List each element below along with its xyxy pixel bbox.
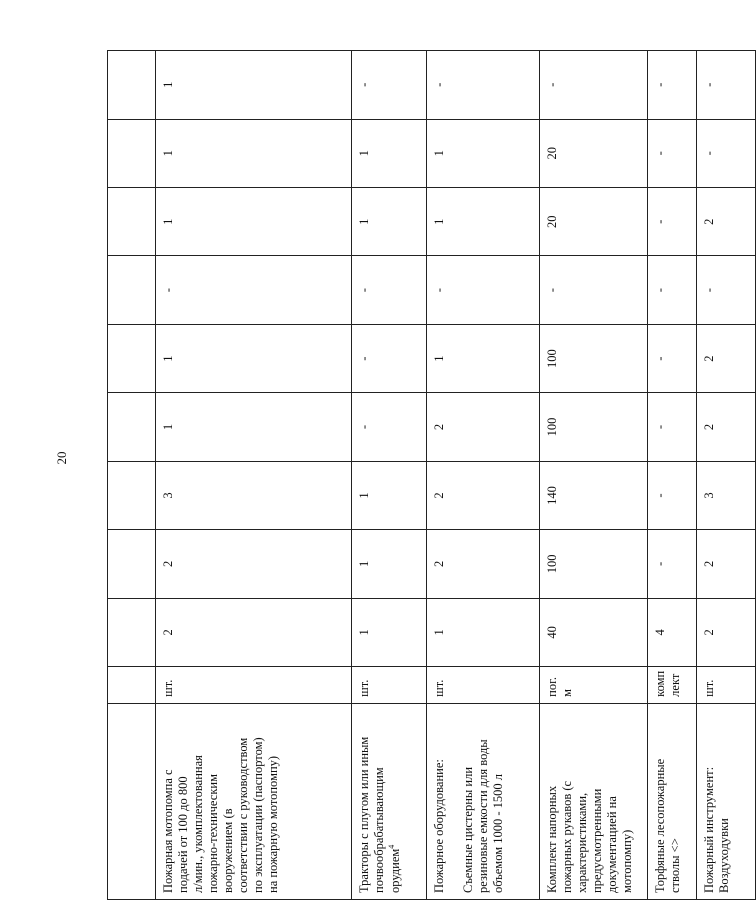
header-cell	[108, 51, 156, 120]
item-name	[161, 710, 281, 893]
equipment-table	[107, 50, 756, 900]
item-name-cell	[697, 703, 756, 899]
section-heading	[432, 710, 447, 893]
unit-cell	[648, 667, 697, 704]
quantity-cell: -	[648, 188, 697, 256]
quantity-cell: 1	[156, 393, 352, 461]
table-row	[352, 51, 427, 900]
item-name-line: объемом 1000 - 1500 л	[491, 773, 505, 893]
section-heading-line: Пожарное оборудование:	[432, 759, 446, 893]
item-name-line: соответствии с руководством	[236, 737, 250, 893]
quantity-cell: 2	[697, 598, 756, 666]
quantity-cell: 1	[156, 119, 352, 187]
quantity-cell: 40	[540, 598, 648, 666]
table-body	[108, 51, 756, 900]
item-name-line: пожарно-техническим	[206, 773, 220, 893]
quantity-cell: -	[697, 51, 756, 120]
item-name-line: предусмотренными	[590, 788, 604, 893]
item-name-line: по эксплуатации (паспортом)	[251, 737, 265, 893]
quantity-cell: 1	[427, 119, 540, 187]
quantity-cell: 100	[540, 324, 648, 392]
item-name	[357, 710, 403, 893]
item-name-line: Пожарный инструмент:	[702, 766, 716, 893]
item-name-line: характеристиками,	[575, 792, 589, 893]
header-cell	[108, 119, 156, 187]
quantity-cell: 1	[427, 598, 540, 666]
quantity-cell: 3	[697, 461, 756, 529]
quantity-cell: -	[697, 119, 756, 187]
item-name-line: почвообрабатывающим	[372, 767, 386, 893]
table-row	[697, 51, 756, 900]
unit-line: пог.	[545, 677, 559, 697]
quantity-cell: 100	[540, 530, 648, 598]
item-name-line: Торфяные лесопожарные	[653, 758, 667, 893]
quantity-cell: -	[540, 256, 648, 324]
quantity-cell: 140	[540, 461, 648, 529]
table-row	[156, 51, 352, 900]
quantity-cell: 1	[156, 188, 352, 256]
quantity-cell: -	[352, 51, 427, 120]
quantity-cell: 2	[427, 393, 540, 461]
header-row	[108, 51, 156, 900]
item-name-line: Съемные цистерны или	[461, 766, 475, 893]
item-name-cell	[156, 703, 352, 899]
unit-cell: шт.	[156, 667, 352, 704]
quantity-cell: -	[648, 461, 697, 529]
quantity-cell: 3	[156, 461, 352, 529]
unit-line: комп	[653, 670, 667, 697]
item-name-line: Тракторы с плугом или иным	[357, 736, 371, 893]
item-name-line: стволы <>	[668, 838, 682, 893]
quantity-cell: 1	[427, 188, 540, 256]
item-name	[545, 710, 635, 893]
quantity-cell: -	[427, 51, 540, 120]
quantity-cell: 1	[352, 530, 427, 598]
quantity-cell: -	[648, 51, 697, 120]
quantity-cell: 1	[352, 461, 427, 529]
quantity-cell: -	[697, 256, 756, 324]
header-cell	[108, 461, 156, 529]
quantity-cell: -	[156, 256, 352, 324]
item-name-line: орудием	[388, 848, 403, 893]
header-cell	[108, 598, 156, 666]
quantity-cell: 1	[156, 51, 352, 120]
quantity-cell: -	[648, 256, 697, 324]
item-name-line: л/мин., укомплектованная	[191, 755, 205, 893]
footnote-marker: 4	[387, 844, 396, 849]
item-name-line: на пожарную мотопомпу)	[266, 755, 280, 893]
quantity-cell: 1	[352, 598, 427, 666]
table-row	[427, 51, 540, 900]
unit-cell: шт.	[352, 667, 427, 704]
quantity-cell: 20	[540, 119, 648, 187]
quantity-cell: 20	[540, 188, 648, 256]
header-cell	[108, 393, 156, 461]
item-name-line: пожарных рукавов (с	[560, 780, 574, 893]
quantity-cell: 4	[648, 598, 697, 666]
quantity-cell: 100	[540, 393, 648, 461]
header-cell	[108, 530, 156, 598]
quantity-cell: -	[648, 119, 697, 187]
item-name-line: подачей от 100 до 800	[176, 776, 190, 893]
unit-line: лект	[668, 673, 682, 697]
quantity-cell: 1	[352, 119, 427, 187]
unit-cell: шт.	[697, 667, 756, 704]
quantity-cell: 2	[697, 393, 756, 461]
quantity-cell: 2	[697, 188, 756, 256]
quantity-cell: -	[352, 256, 427, 324]
item-name	[653, 710, 683, 893]
item-name-line: Комплект напорных	[545, 785, 559, 893]
quantity-cell: -	[648, 393, 697, 461]
quantity-cell: 2	[697, 530, 756, 598]
table-row	[648, 51, 697, 900]
quantity-cell: -	[352, 393, 427, 461]
item-name-line: документацией на	[605, 796, 619, 893]
item-name-cell	[648, 703, 697, 899]
item-name	[702, 710, 732, 893]
item-name-line: мотопомпу)	[620, 829, 634, 893]
header-cell	[108, 667, 156, 704]
rotated-table-frame	[107, 50, 731, 900]
quantity-cell: 2	[427, 530, 540, 598]
header-cell	[108, 256, 156, 324]
quantity-cell: -	[648, 324, 697, 392]
quantity-cell: -	[427, 256, 540, 324]
quantity-cell: 1	[427, 324, 540, 392]
rotated-table-container	[107, 50, 731, 900]
quantity-cell: -	[540, 51, 648, 120]
quantity-cell: -	[352, 324, 427, 392]
header-cell	[108, 324, 156, 392]
header-cell	[108, 703, 156, 899]
quantity-cell: -	[648, 530, 697, 598]
quantity-cell: 1	[156, 324, 352, 392]
header-cell	[108, 188, 156, 256]
item-name-line: резиновые емкости для воды	[476, 739, 490, 893]
quantity-cell: 2	[697, 324, 756, 392]
item-name	[461, 710, 506, 893]
item-name-cell	[540, 703, 648, 899]
item-name-line: Пожарная мотопомпа с	[161, 769, 175, 893]
quantity-cell: 2	[156, 598, 352, 666]
quantity-cell: 2	[156, 530, 352, 598]
page-number-text: 20	[54, 451, 69, 465]
unit-line: м	[560, 688, 574, 697]
item-name-cell	[427, 703, 540, 899]
item-name-line: Воздуходувки	[717, 818, 731, 893]
quantity-cell: 2	[427, 461, 540, 529]
table-row	[540, 51, 648, 900]
unit-cell	[540, 667, 648, 704]
item-name-cell	[352, 703, 427, 899]
item-name-line: вооружением (в	[221, 808, 235, 893]
unit-cell: шт.	[427, 667, 540, 704]
quantity-cell: 1	[352, 188, 427, 256]
